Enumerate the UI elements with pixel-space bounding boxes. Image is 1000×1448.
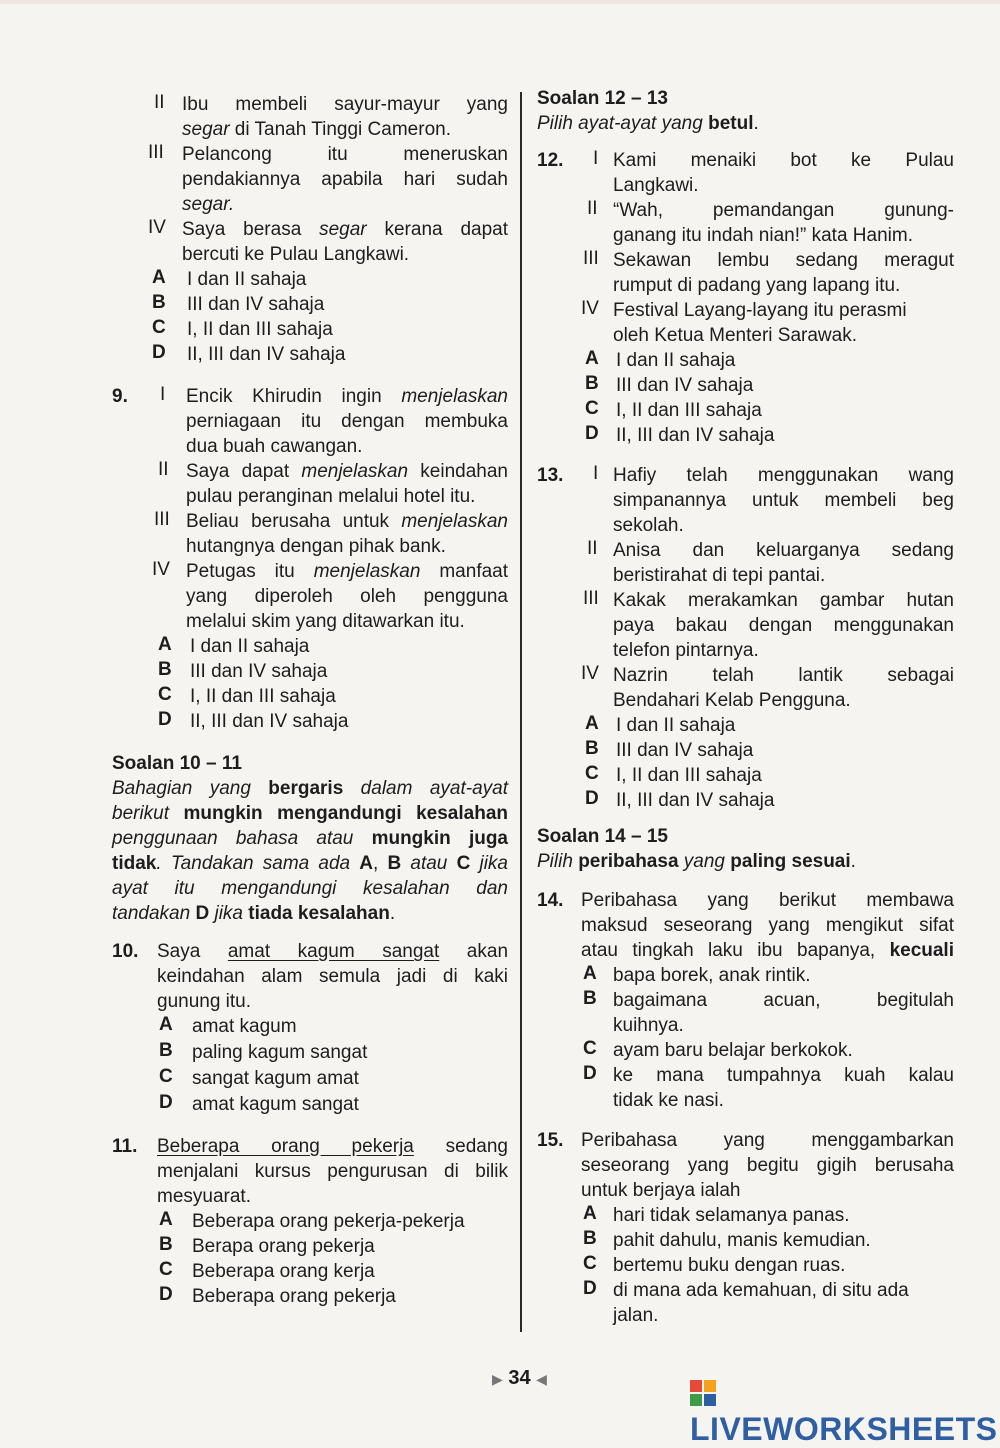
q8-option-A[interactable]: I dan II sahaja [187, 269, 307, 290]
q15-line3: untuk berjaya ialah [581, 1180, 741, 1201]
q10-line3: gunung itu. [157, 991, 252, 1012]
top-edge [0, 0, 1000, 4]
q15-number: 15. [537, 1130, 564, 1151]
q12-I-line1: Kami menaiki bot ke Pulau [613, 150, 954, 171]
q10-option-C-letter[interactable]: C [159, 1066, 173, 1087]
q12-IV-line1: Festival Layang-layang itu perasmi [613, 300, 907, 321]
q12-option-C-letter[interactable]: C [585, 398, 599, 419]
q15-option-C-letter[interactable]: C [583, 1253, 597, 1274]
q14-line1: Peribahasa yang berikut membawa [581, 890, 954, 911]
page-number: ▶ 34 ◀ [492, 1367, 547, 1389]
q8-II-line2: segar di Tanah Tinggi Cameron. [182, 119, 451, 140]
q10-option-B[interactable]: paling kagum sangat [192, 1042, 368, 1063]
q15-option-A[interactable]: hari tidak selamanya panas. [613, 1205, 850, 1226]
q13-III-line3: telefon pintarnya. [613, 640, 759, 661]
q12-option-B-letter[interactable]: B [585, 373, 599, 394]
roman-IV: IV [581, 663, 599, 684]
q8-II-line1: Ibu membeli sayur-mayur yang [182, 94, 508, 115]
q14-option-C[interactable]: ayam baru belajar berkokok. [613, 1040, 853, 1061]
q8-IV-line1: Saya berasa segar kerana dapat [182, 219, 508, 240]
instr-line3: penggunaan bahasa atau mungkin juga [112, 828, 508, 849]
q9-option-D-letter[interactable]: D [158, 709, 172, 730]
q8-option-A-letter[interactable]: A [152, 267, 166, 288]
q13-IV-line2: Bendahari Kelab Pengguna. [613, 690, 851, 711]
q12-option-D-letter[interactable]: D [585, 423, 599, 444]
q8-III-line3: segar. [182, 194, 235, 215]
q12-III-line2: rumput di padang yang lapang itu. [613, 275, 901, 296]
q13-IV-line1: Nazrin telah lantik sebagai [613, 665, 954, 686]
q15-option-B-letter[interactable]: B [583, 1228, 597, 1249]
q11-line2: menjalani kursus pengurusan di bilik [157, 1161, 508, 1182]
q8-III-line2: pendakiannya apabila hari sudah [182, 169, 508, 190]
q11-option-B[interactable]: Berapa orang pekerja [192, 1236, 375, 1257]
q13-option-B-letter[interactable]: B [585, 738, 599, 759]
q12-option-A-letter[interactable]: A [585, 348, 599, 369]
q14-option-B-line1[interactable]: bagaimana acuan, begitulah [613, 990, 954, 1011]
q12-II-line1: “Wah, pemandangan gunung- [613, 200, 954, 221]
column-divider [520, 92, 522, 1332]
q13-I-line3: sekolah. [613, 515, 684, 536]
q8-option-B-letter[interactable]: B [152, 292, 166, 313]
q15-line2: seseorang yang begitu gigih berusaha [581, 1155, 954, 1176]
q12-option-B[interactable]: III dan IV sahaja [616, 375, 754, 396]
q13-option-A-letter[interactable]: A [585, 713, 599, 734]
q10-line2: keindahan alam semula jadi di kaki [157, 966, 508, 987]
q12-I-line2: Langkawi. [613, 175, 699, 196]
q10-number: 10. [112, 941, 139, 962]
q12-option-D[interactable]: II, III dan IV sahaja [616, 425, 775, 446]
q8-option-C-letter[interactable]: C [152, 317, 166, 338]
q9-II-line1: Saya dapat menjelaskan keindahan [186, 461, 508, 482]
q9-III-line2: hutangnya dengan pihak bank. [186, 536, 446, 557]
roman-II: II [158, 459, 169, 480]
q11-option-D-letter[interactable]: D [159, 1284, 173, 1305]
roman-II: II [587, 538, 598, 559]
q12-option-A[interactable]: I dan II sahaja [616, 350, 736, 371]
q9-option-A[interactable]: I dan II sahaja [190, 636, 310, 657]
q15-option-D-line1[interactable]: di mana ada kemahuan, di situ ada [613, 1280, 909, 1301]
section-14-15-heading: Soalan 14 – 15 [537, 826, 668, 847]
q11-option-D[interactable]: Beberapa orang pekerja [192, 1286, 396, 1307]
q11-option-C[interactable]: Beberapa orang kerja [192, 1261, 375, 1282]
q13-option-C-letter[interactable]: C [585, 763, 599, 784]
q9-II-line2: pulau peranginan melalui hotel itu. [186, 486, 476, 507]
q13-II-line1: Anisa dan keluarganya sedang [613, 540, 954, 561]
instr-line6: tandakan D jika tiada kesalahan. [112, 903, 396, 924]
q13-I-line2: simpanannya untuk membeli beg [613, 490, 954, 511]
q14-option-B-line2[interactable]: kuihnya. [613, 1015, 684, 1036]
q14-option-D-letter[interactable]: D [583, 1063, 597, 1084]
q10-option-D-letter[interactable]: D [159, 1092, 173, 1113]
instr-line1: Bahagian yang bergaris dalam ayat-ayat [112, 778, 508, 799]
q13-option-B[interactable]: III dan IV sahaja [616, 740, 754, 761]
section-12-13-subtitle: Pilih ayat-ayat yang betul. [537, 113, 759, 134]
q9-I-line2: perniagaan itu dengan membuka [186, 411, 508, 432]
q15-line1: Peribahasa yang menggambarkan [581, 1130, 954, 1151]
instr-line5: ayat itu mengandungi kesalahan dan [112, 878, 508, 899]
q9-I-line1: Encik Khirudin ingin menjelaskan [186, 386, 508, 407]
q10-option-C[interactable]: sangat kagum amat [192, 1068, 359, 1089]
roman-III: III [154, 509, 170, 530]
instr-line2: berikut mungkin mengandungi kesalahan [112, 803, 508, 824]
roman-III: III [583, 248, 599, 269]
roman-III: III [148, 142, 164, 163]
q11-number: 11. [112, 1136, 138, 1157]
q12-IV-line2: oleh Ketua Menteri Sarawak. [613, 325, 857, 346]
q14-number: 14. [537, 890, 564, 911]
q9-option-C[interactable]: I, II dan III sahaja [190, 686, 336, 707]
q13-option-D[interactable]: II, III dan IV sahaja [616, 790, 775, 811]
q14-option-B-letter[interactable]: B [583, 988, 597, 1009]
q13-number: 13. [537, 465, 564, 486]
q8-option-C[interactable]: I, II dan III sahaja [187, 319, 333, 340]
q9-option-C-letter[interactable]: C [158, 684, 172, 705]
q9-IV-line1: Petugas itu menjelaskan manfaat [186, 561, 509, 582]
q14-line3: atau tingkah laku ibu bapanya, kecuali [581, 940, 954, 961]
q11-option-C-letter[interactable]: C [159, 1259, 173, 1280]
q11-line1: Beberapa orang pekerja sedang [157, 1136, 508, 1157]
roman-II: II [154, 92, 165, 113]
roman-IV: IV [148, 217, 166, 238]
q11-line3: mesyuarat. [157, 1186, 251, 1207]
section-12-13-heading: Soalan 12 – 13 [537, 88, 668, 109]
q9-option-B-letter[interactable]: B [158, 659, 172, 680]
q14-option-A[interactable]: bapa borek, anak rintik. [613, 965, 811, 986]
q14-option-C-letter[interactable]: C [583, 1038, 597, 1059]
q9-IV-line2: yang diperoleh oleh pengguna [186, 586, 508, 607]
section-10-11-heading: Soalan 10 – 11 [112, 753, 242, 774]
q9-III-line1: Beliau berusaha untuk menjelaskan [186, 511, 508, 532]
q13-option-C[interactable]: I, II dan III sahaja [616, 765, 762, 786]
q9-option-B[interactable]: III dan IV sahaja [190, 661, 328, 682]
q10-option-A[interactable]: amat kagum [192, 1016, 297, 1037]
q9-I-line3: dua buah cawangan. [186, 436, 363, 457]
roman-I: I [593, 463, 599, 484]
q13-III-line2: paya bakau dengan menggunakan [613, 615, 954, 636]
q13-option-D-letter[interactable]: D [585, 788, 599, 809]
q14-option-D-line2[interactable]: tidak ke nasi. [613, 1090, 724, 1111]
q12-number: 12. [537, 150, 564, 171]
right-triangle-icon: ▶ [492, 1371, 503, 1387]
q9-option-A-letter[interactable]: A [158, 634, 172, 655]
q13-option-A[interactable]: I dan II sahaja [616, 715, 736, 736]
q8-option-D[interactable]: II, III dan IV sahaja [187, 344, 346, 365]
q11-option-A[interactable]: Beberapa orang pekerja-pekerja [192, 1211, 465, 1232]
q13-III-line1: Kakak merakamkan gambar hutan [613, 590, 954, 611]
q10-option-D[interactable]: amat kagum sangat [192, 1094, 359, 1115]
roman-I: I [160, 384, 166, 405]
q13-II-line2: beristirahat di tepi pantai. [613, 565, 826, 586]
roman-I: I [593, 148, 599, 169]
q12-III-line1: Sekawan lembu sedang meragut [613, 250, 954, 271]
q14-option-D-line1[interactable]: ke mana tumpahnya kuah kalau [613, 1065, 954, 1086]
q13-I-line1: Hafiy telah menggunakan wang [613, 465, 954, 486]
liveworksheets-logo[interactable]: LIVEWORKSHEETS [690, 1374, 1000, 1448]
q15-option-A-letter[interactable]: A [583, 1203, 597, 1224]
q12-II-line2: ganang itu indah nian!” kata Hanim. [613, 225, 913, 246]
q9-IV-line3: melalui skim yang ditawarkan itu. [186, 611, 465, 632]
q11-option-A-letter[interactable]: A [159, 1209, 173, 1230]
section-14-15-subtitle: Pilih peribahasa yang paling sesuai. [537, 851, 856, 872]
q10-option-A-letter[interactable]: A [159, 1014, 173, 1035]
roman-IV: IV [152, 559, 170, 580]
q8-III-line1: Pelancong itu meneruskan [182, 144, 508, 165]
q12-option-C[interactable]: I, II dan III sahaja [616, 400, 762, 421]
q9-option-D[interactable]: II, III dan IV sahaja [190, 711, 349, 732]
q14-option-A-letter[interactable]: A [583, 963, 597, 984]
q8-IV-line2: bercuti ke Pulau Langkawi. [182, 244, 410, 265]
q8-option-D-letter[interactable]: D [152, 342, 166, 363]
q11-option-B-letter[interactable]: B [159, 1234, 173, 1255]
q14-line2: maksud seseorang yang mengikut sifat [581, 915, 954, 936]
q9-number: 9. [112, 386, 128, 407]
q15-option-D-letter[interactable]: D [583, 1278, 597, 1299]
liveworksheets-grid-icon [690, 1380, 716, 1406]
q15-option-C[interactable]: bertemu buku dengan ruas. [613, 1255, 846, 1276]
roman-IV: IV [581, 298, 599, 319]
roman-II: II [587, 198, 598, 219]
left-triangle-icon: ◀ [536, 1371, 547, 1387]
instr-line4: tidak. Tandakan sama ada A, B atau C jika [112, 853, 508, 874]
q10-option-B-letter[interactable]: B [159, 1040, 173, 1061]
q10-line1: Saya amat kagum sangat akan [157, 941, 509, 962]
roman-III: III [583, 588, 599, 609]
q8-option-B[interactable]: III dan IV sahaja [187, 294, 325, 315]
q15-option-D-line2[interactable]: jalan. [613, 1305, 659, 1326]
q15-option-B[interactable]: pahit dahulu, manis kemudian. [613, 1230, 871, 1251]
